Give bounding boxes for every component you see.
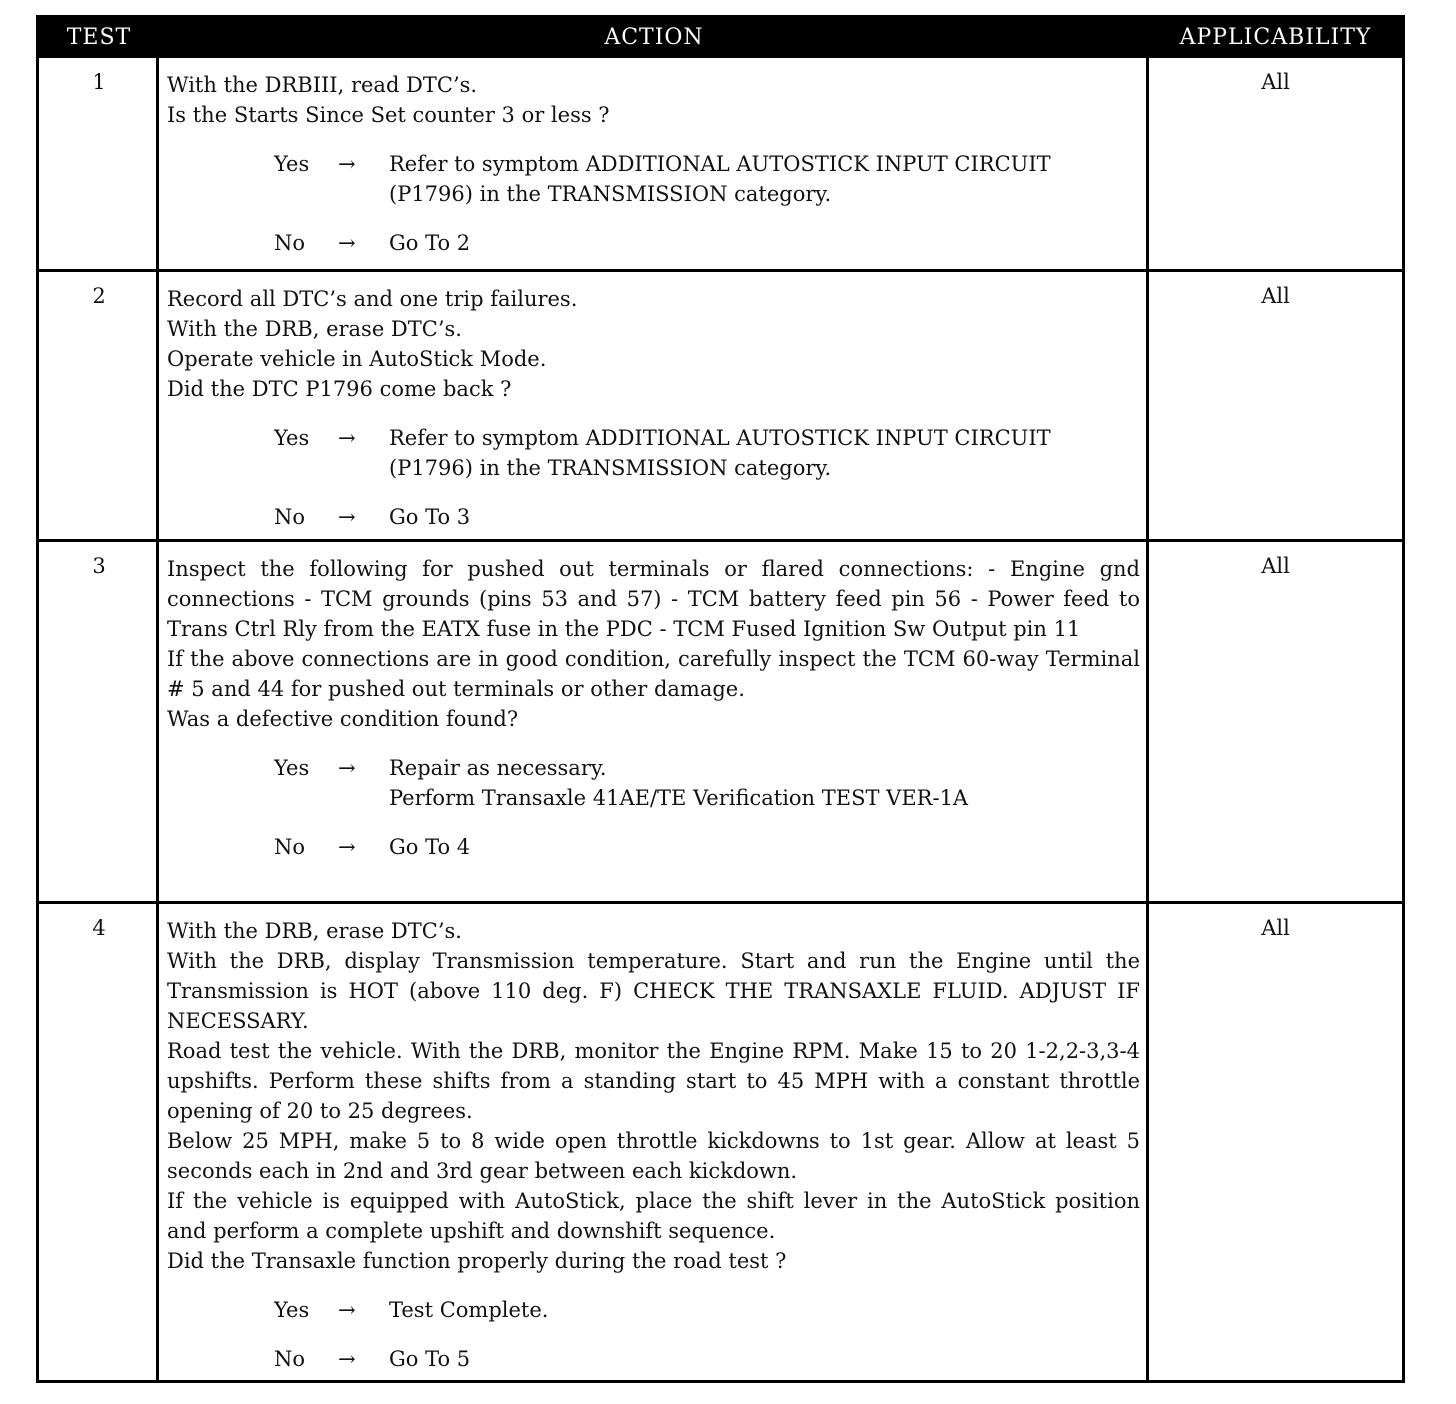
yes-branch bbox=[167, 149, 1140, 209]
right-arrow-icon: → bbox=[338, 1298, 356, 1322]
action-cell bbox=[167, 916, 1140, 1374]
header-test: TEST bbox=[66, 25, 132, 50]
action-text: With the DRB, display Transmission temperature. Start and run the Engine until the Transmission is HOT (above 110 deg. F) CHECK THE TRANSAXLE FLUID. ADJUST IF NECESSARY. bbox=[167, 949, 1140, 1033]
right-arrow-icon: → bbox=[338, 835, 356, 859]
right-arrow-icon: → bbox=[338, 152, 356, 176]
yes-result-text: Test Complete. bbox=[389, 1298, 549, 1322]
action-text: If the above connections are in good condition, carefully inspect the TCM 60-way Terminal # 5 and 44 for pushed out terminals or other damage. bbox=[167, 647, 1140, 701]
header-applicability: APPLICABILITY bbox=[1179, 25, 1372, 50]
action-cell bbox=[167, 554, 1140, 862]
applicability-value: All bbox=[1261, 554, 1290, 578]
no-branch bbox=[167, 832, 1140, 862]
diagnostic-test-table bbox=[36, 15, 1405, 1383]
yes-branch bbox=[167, 423, 1140, 483]
action-cell bbox=[167, 70, 1140, 258]
action-text: Was a defective condition found? bbox=[167, 707, 519, 731]
no-label: No bbox=[274, 231, 306, 255]
test-number: 2 bbox=[92, 284, 106, 308]
action-text: With the DRBIII, read DTC’s. bbox=[167, 73, 478, 97]
no-branch bbox=[167, 228, 1140, 258]
table-row bbox=[39, 269, 1402, 539]
applicability-value: All bbox=[1261, 284, 1290, 308]
no-label: No bbox=[274, 505, 306, 529]
yes-label: Yes bbox=[274, 426, 310, 450]
action-text: Inspect the following for pushed out terminals or flared connections: - Engine gnd connections - TCM grounds (pins 53 and 57) - TCM battery feed pin 56 - Power feed to Trans Ctrl Rly from the EATX fuse in the PDC - TCM Fused Ignition Sw Output pin 11 bbox=[167, 557, 1140, 641]
action-text: Below 25 MPH, make 5 to 8 wide open throttle kickdowns to 1st gear. Allow at least 5 seconds each in 2nd and 3rd gear between each kickdown. bbox=[167, 1129, 1140, 1183]
action-text: Did the DTC P1796 come back ? bbox=[167, 377, 512, 401]
table-row bbox=[39, 539, 1402, 901]
right-arrow-icon: → bbox=[338, 505, 356, 529]
right-arrow-icon: → bbox=[338, 1347, 356, 1371]
action-text: With the DRB, erase DTC’s. bbox=[167, 317, 462, 341]
applicability-value: All bbox=[1261, 70, 1290, 94]
test-number: 3 bbox=[92, 554, 106, 578]
action-text: If the vehicle is equipped with AutoStick, place the shift lever in the AutoStick position and perform a complete upshift and downshift sequence. bbox=[167, 1189, 1140, 1243]
yes-branch bbox=[167, 753, 1140, 813]
yes-label: Yes bbox=[274, 152, 310, 176]
yes-result-text: Refer to symptom ADDITIONAL AUTOSTICK INPUT CIRCUIT (P1796) in the TRANSMISSION category. bbox=[389, 426, 1051, 480]
table-row bbox=[39, 58, 1402, 269]
no-branch bbox=[167, 1344, 1140, 1374]
table-header bbox=[39, 18, 1402, 58]
right-arrow-icon: → bbox=[338, 231, 356, 255]
no-result-text: Go To 4 bbox=[389, 835, 471, 859]
no-label: No bbox=[274, 1347, 306, 1371]
action-text: With the DRB, erase DTC’s. bbox=[167, 919, 462, 943]
no-result-text: Go To 3 bbox=[389, 505, 471, 529]
yes-result-text: Refer to symptom ADDITIONAL AUTOSTICK INPUT CIRCUIT (P1796) in the TRANSMISSION category. bbox=[389, 152, 1051, 206]
yes-label: Yes bbox=[274, 756, 310, 780]
test-number: 1 bbox=[92, 70, 106, 94]
yes-result-text: Repair as necessary. bbox=[389, 756, 607, 780]
no-label: No bbox=[274, 835, 306, 859]
action-text: Road test the vehicle. With the DRB, monitor the Engine RPM. Make 15 to 20 1-2,2-3,3-4 upshifts. Perform these shifts from a standing start to 45 MPH with a constant throttle opening of 20 to 25 degrees. bbox=[167, 1039, 1140, 1123]
test-number: 4 bbox=[92, 916, 106, 940]
applicability-value: All bbox=[1261, 916, 1290, 940]
right-arrow-icon: → bbox=[338, 426, 356, 450]
action-text: Did the Transaxle function properly during the road test ? bbox=[167, 1249, 787, 1273]
yes-branch bbox=[167, 1295, 1140, 1325]
header-action: ACTION bbox=[604, 25, 704, 50]
table-row bbox=[39, 901, 1402, 1380]
action-text: Operate vehicle in AutoStick Mode. bbox=[167, 347, 547, 371]
no-branch bbox=[167, 502, 1140, 532]
action-text: Record all DTC’s and one trip failures. bbox=[167, 287, 578, 311]
no-result-text: Go To 5 bbox=[389, 1347, 471, 1371]
action-text: Is the Starts Since Set counter 3 or less ? bbox=[167, 103, 610, 127]
yes-result-text: Perform Transaxle 41AE/TE Verification TEST VER-1A bbox=[389, 786, 969, 810]
yes-label: Yes bbox=[274, 1298, 310, 1322]
no-result-text: Go To 2 bbox=[389, 231, 471, 255]
right-arrow-icon: → bbox=[338, 756, 356, 780]
action-cell bbox=[167, 284, 1140, 532]
